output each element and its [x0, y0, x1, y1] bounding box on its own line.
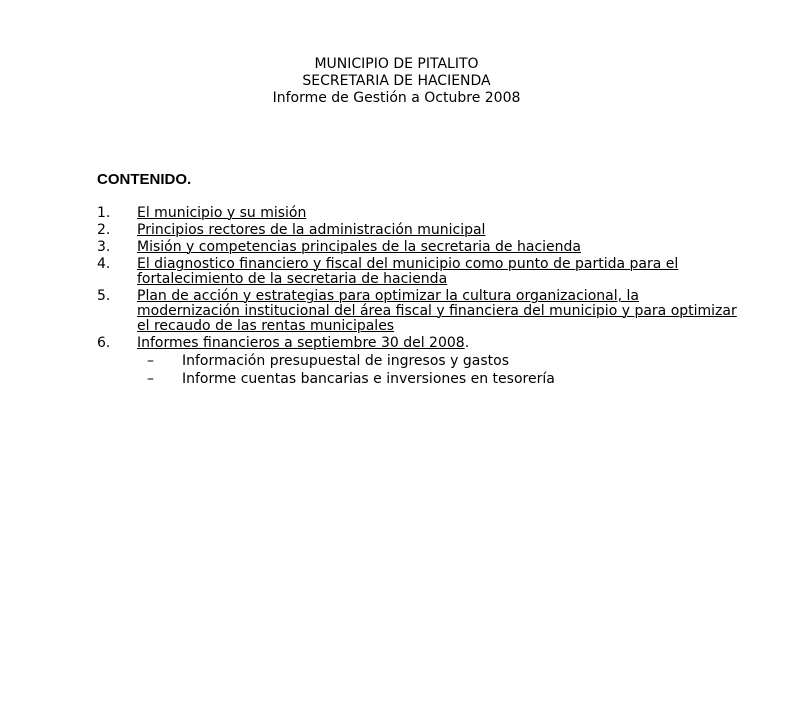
municipality-title: MUNICIPIO DE PITALITO: [314, 56, 479, 72]
document-header: [0, 56, 793, 107]
toc-item-number: 1.: [97, 205, 111, 221]
toc-item-number: 2.: [97, 222, 111, 238]
department-title: SECRETARIA DE HACIENDA: [302, 73, 491, 89]
report-title: Informe de Gestión a Octubre 2008: [272, 90, 521, 106]
dash-bullet: –: [147, 371, 154, 387]
sublist-item-cuentas: [137, 371, 737, 388]
sublist-item-text: Informe cuentas bancarias e inversiones en tesorería: [182, 371, 555, 387]
toc-item-number: 6.: [97, 335, 111, 351]
toc-item-6: [97, 336, 737, 388]
toc-item-suffix: .: [464, 335, 470, 351]
toc-link-municipio[interactable]: El municipio y su misión: [137, 205, 307, 221]
sublist-item-text: Información presupuestal de ingresos y gastos: [182, 353, 509, 369]
table-of-contents: [97, 206, 737, 390]
toc-item-1: [97, 206, 737, 221]
toc-sublist: [137, 353, 737, 388]
toc-link-mision[interactable]: Misión y competencias principales de la secretaria de hacienda: [137, 239, 581, 255]
dash-bullet: –: [147, 353, 154, 369]
toc-item-2: [97, 223, 737, 238]
sublist-item-presupuestal: [137, 353, 737, 370]
toc-item-4: [97, 257, 737, 287]
toc-link-informes[interactable]: Informes financieros a septiembre 30 del 2008: [137, 335, 465, 351]
toc-link-principios[interactable]: Principios rectores de la administración municipal: [137, 222, 486, 238]
toc-item-3: [97, 240, 737, 255]
toc-link-plan-accion[interactable]: Plan de acción y estrategias para optimizar la cultura organizacional, la modernización institucional del área fiscal y financiera del municipio y para optimizar el recaudo de las rentas municipales: [137, 288, 737, 334]
toc-item-number: 3.: [97, 239, 111, 255]
toc-item-number: 5.: [97, 288, 111, 304]
toc-item-5: [97, 289, 737, 334]
toc-item-number: 4.: [97, 256, 111, 272]
contents-heading: CONTENIDO.: [97, 171, 192, 188]
toc-link-diagnostico[interactable]: El diagnostico financiero y fiscal del municipio como punto de partida para el fortalecimiento de la secretaria de hacienda: [137, 256, 679, 287]
